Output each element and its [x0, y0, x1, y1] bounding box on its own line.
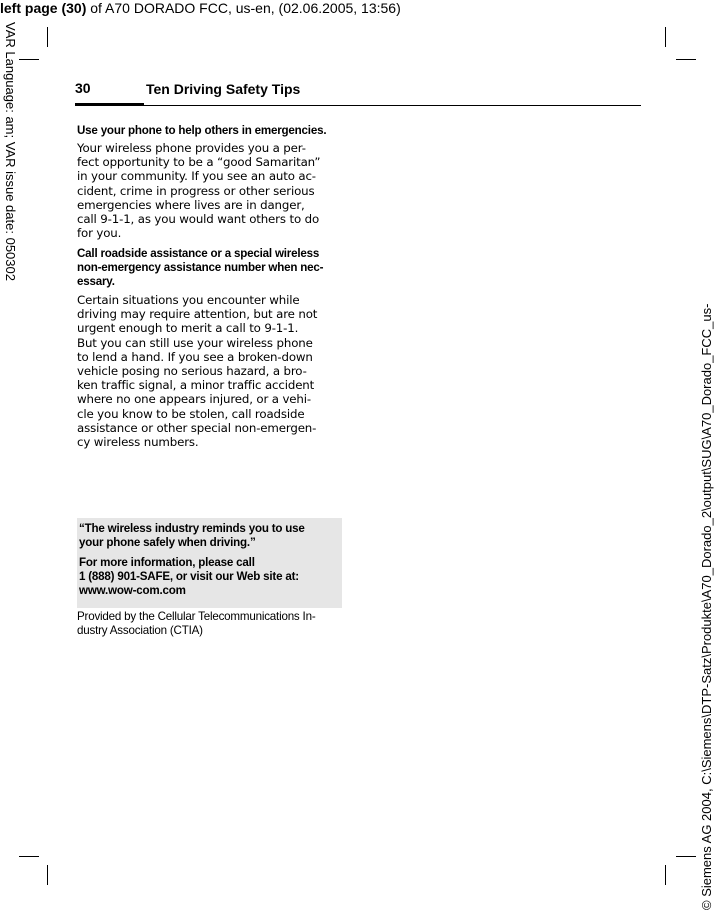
heading-line: Call roadside assistance or a special wireless [77, 247, 320, 260]
callout-line: “The wireless industry reminds you to use [79, 522, 305, 535]
header-rule [144, 105, 641, 106]
header-rule-thick [75, 103, 144, 106]
page-title: Ten Driving Safety Tips [146, 81, 301, 97]
crop-mark [47, 865, 48, 885]
body-line: But you can still use your wireless phone [77, 335, 313, 350]
callout-website: www.wow-com.com [79, 584, 186, 597]
crop-mark [19, 59, 39, 60]
body-line: fect opportunity to be a “good Samaritan” [77, 155, 321, 170]
var-language-note: VAR Language: am; VAR issue date: 050302 [3, 22, 18, 281]
section-roadside-assistance [77, 247, 345, 449]
body-line: Certain situations you encounter while [77, 293, 300, 307]
body-line: call 9-1-1, as you would want others to do [77, 212, 320, 227]
side-left-note [0, 22, 20, 322]
body-line: emergencies where lives are in danger, [77, 197, 305, 212]
credit-line: dustry Association (CTIA) [77, 624, 203, 637]
section-body [77, 293, 345, 449]
credit-note [77, 610, 345, 638]
crop-mark [47, 27, 48, 47]
section-emergencies [77, 124, 345, 240]
body-line: in your community. If you see an auto ac- [77, 169, 316, 184]
crop-mark [665, 865, 666, 885]
body-line: ken traffic signal, a minor traffic accident [77, 378, 315, 393]
crop-mark [19, 856, 39, 857]
callout-info [77, 550, 342, 598]
copyright-path-note: © Siemens AG 2004, C:\Siemens\DTP-Satz\Produkte\A70_Dorado_2\output\SUG\A70_Dorado_FCC_us- [699, 303, 714, 910]
body-line: urgent enough to merit a call to 9-1-1. [77, 321, 299, 336]
heading-line: non-emergency assistance number when nec- [77, 261, 324, 274]
body-line: to lend a hand. If you see a broken-down [77, 349, 313, 364]
section-heading [77, 247, 345, 289]
body-line: cident, crime in progress or other serious [77, 183, 315, 198]
crop-mark [665, 27, 666, 47]
body-line: vehicle posing no serious hazard, a bro- [77, 364, 307, 379]
callout-line: For more information, please call [79, 556, 255, 569]
side-right-note [695, 0, 715, 914]
print-header [0, 0, 401, 16]
body-line: for you. [77, 226, 122, 241]
callout-line: 1 (888) 901-SAFE, or visit our Web site at: [79, 570, 299, 583]
page-number: 30 [75, 80, 91, 96]
crop-mark [676, 856, 696, 857]
crop-mark [676, 59, 696, 60]
credit-line: Provided by the Cellular Telecommunications In- [77, 610, 316, 623]
safety-callout-box [77, 518, 342, 608]
print-header-info: of A70 DORADO FCC, us-en, (02.06.2005, 13:56) [86, 0, 401, 16]
body-line: where no one appears injured, or a vehi- [77, 392, 311, 407]
body-line: driving may require attention, but are not [77, 307, 318, 322]
print-header-page: left page (30) [0, 0, 87, 16]
heading-line: essary. [77, 275, 115, 288]
section-body [77, 141, 345, 240]
callout-line: your phone safely when driving.” [79, 536, 256, 549]
section-heading: Use your phone to help others in emergencies. [77, 124, 327, 137]
body-line: assistance or other special non-emergen- [77, 420, 317, 435]
callout-quote [77, 518, 342, 550]
body-line: Your wireless phone provides you a per- [77, 141, 306, 155]
body-line: cle you know to be stolen, call roadside [77, 406, 305, 421]
body-line: cy wireless numbers. [77, 435, 199, 450]
